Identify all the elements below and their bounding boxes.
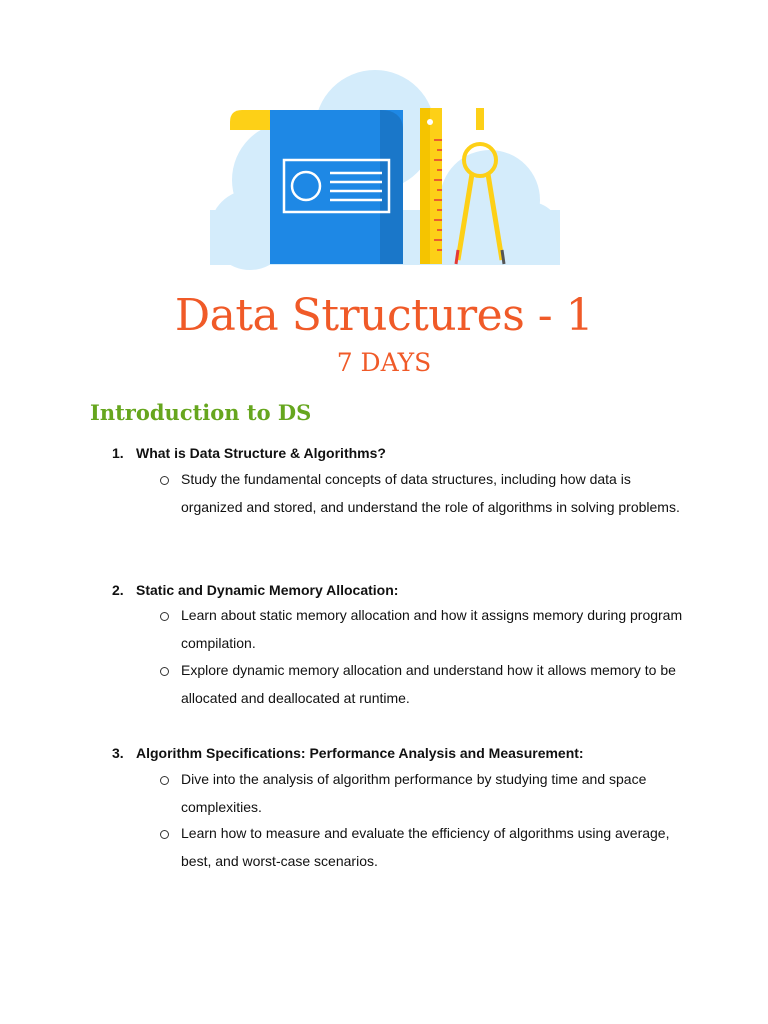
- bullet-text: Dive into the analysis of algorithm performance by studying time and space complexities.: [181, 771, 647, 815]
- topic-number: 1.: [112, 445, 124, 461]
- topic-number: 3.: [112, 745, 124, 761]
- ruler-icon: [420, 108, 442, 264]
- topic-title: [112, 580, 398, 600]
- topic-number: 2.: [112, 582, 124, 598]
- bullet-text: Learn about static memory allocation and how it assigns memory during program compilation.: [181, 607, 683, 651]
- circle-bullet-icon: [160, 776, 169, 785]
- topic-title-text: Static and Dynamic Memory Allocation:: [136, 582, 399, 598]
- page-title: Data Structures - 1: [174, 290, 594, 341]
- circle-bullet-icon: [160, 830, 169, 839]
- topic-title: [112, 743, 584, 763]
- circle-bullet-icon: [160, 476, 169, 485]
- page-subtitle: 7 DAYS: [336, 348, 432, 377]
- topic-title: [112, 443, 386, 463]
- section-heading: Introduction to DS: [90, 400, 312, 425]
- hero-illustration: [200, 60, 570, 270]
- bullet-text: Study the fundamental concepts of data structures, including how data is organized and stored, and understand the role of algorithms in solving problems.: [181, 471, 680, 515]
- topic-title-text: What is Data Structure & Algorithms?: [136, 445, 386, 461]
- circle-bullet-icon: [160, 667, 169, 676]
- circle-bullet-icon: [160, 612, 169, 621]
- topic-title-text: Algorithm Specifications: Performance Analysis and Measurement:: [136, 745, 584, 761]
- bullet-text: Learn how to measure and evaluate the efficiency of algorithms using average, best, and worst-case scenarios.: [181, 825, 670, 869]
- bullet-text: Explore dynamic memory allocation and understand how it allows memory to be allocated and deallocated at runtime.: [181, 662, 676, 706]
